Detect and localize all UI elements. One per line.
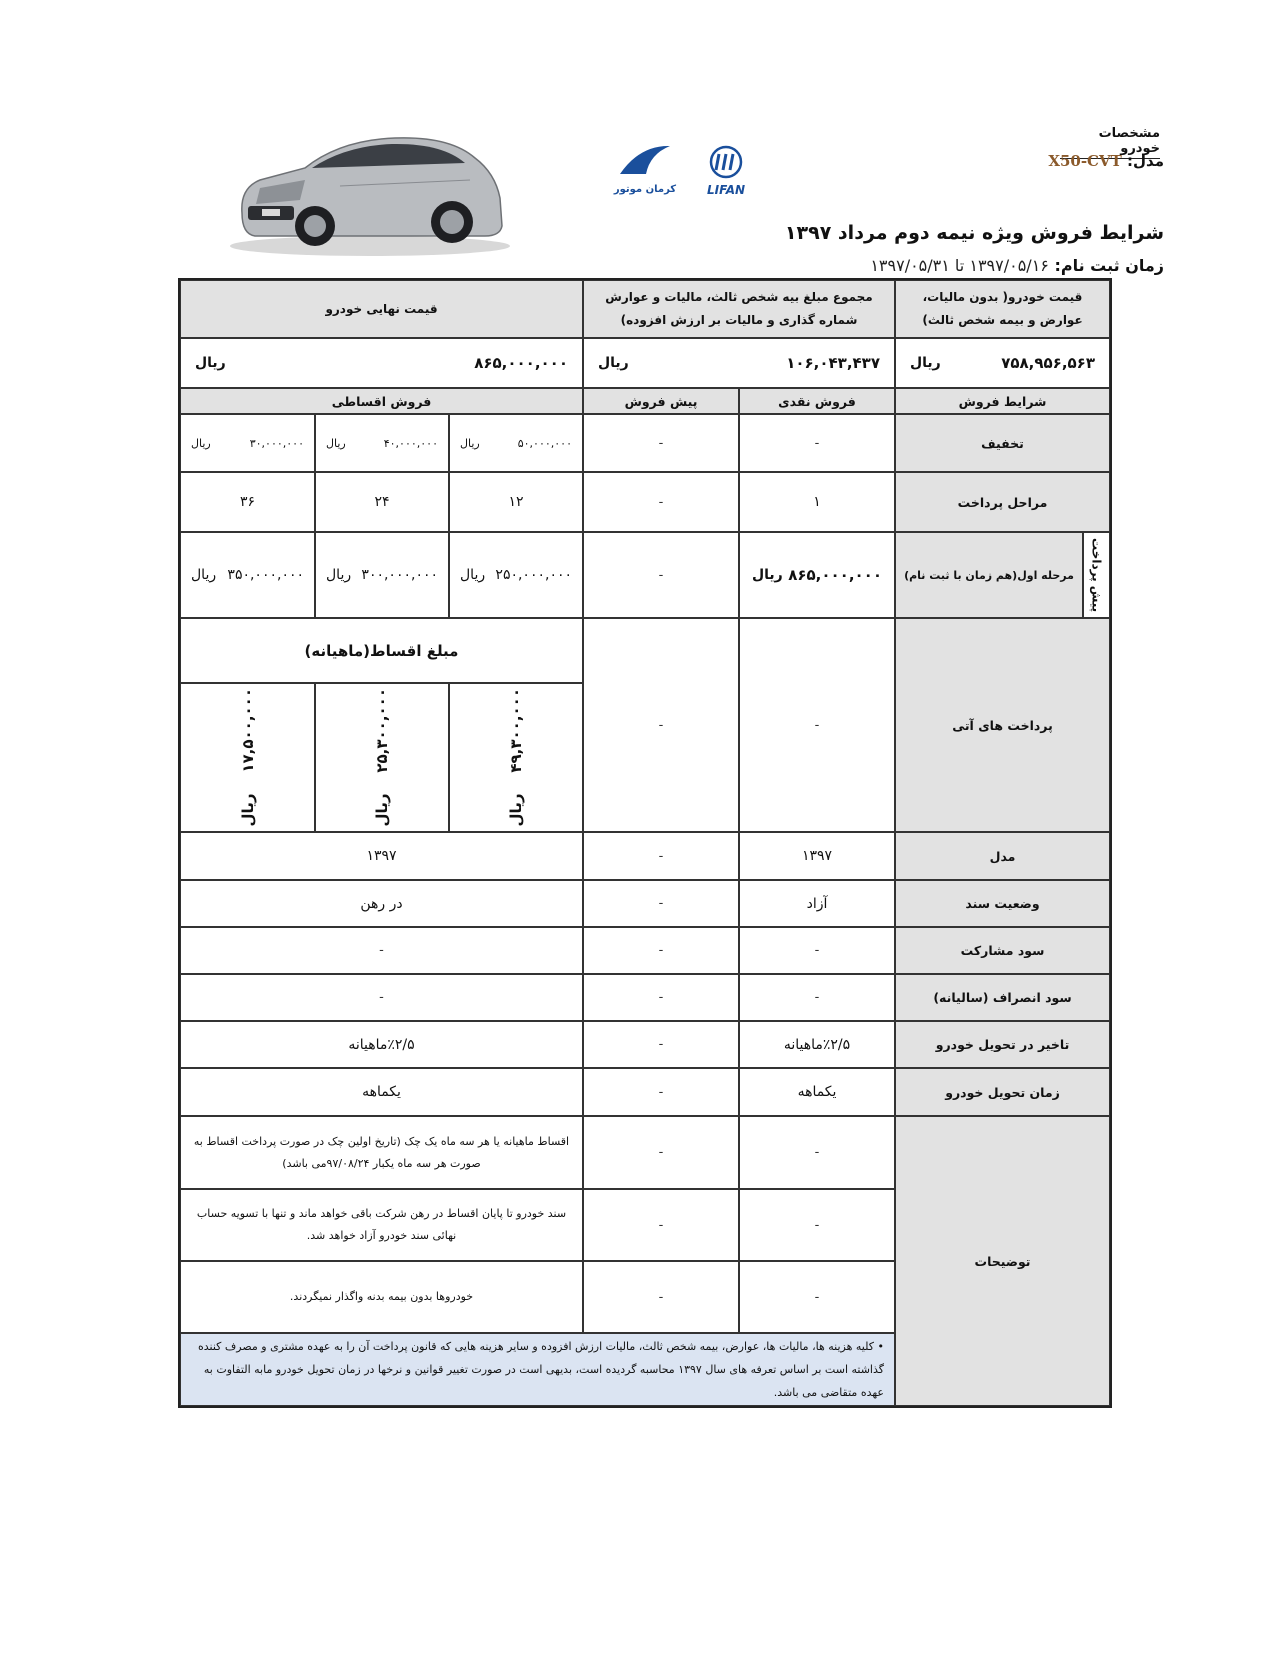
note1-presale: - <box>583 1116 739 1189</box>
monthly-12 <box>449 683 583 832</box>
delivery-installment: یکماهه <box>180 1068 583 1116</box>
delivery-presale: - <box>583 1068 739 1116</box>
note3-installment: خودروها بدون بیمه بدنه واگذار نمیگردند. <box>180 1261 583 1333</box>
note1-installment: اقساط ماهیانه یا هر سه ماه یک چک (تاریخ اولین چک در صورت پرداخت اقساط به صورت هر سه ماه یکبار ۹۷/۰۸/۲۴می باشد) <box>180 1116 583 1189</box>
monthly-24 <box>315 683 449 832</box>
future-payments-label: پرداخت های آتی <box>895 618 1110 832</box>
prepayment-24-currency: ریال <box>326 567 352 583</box>
monthly-24-text <box>373 688 391 826</box>
stages-label: مراحل پرداخت <box>895 472 1110 532</box>
sale-title: شرایط فروش ویژه نیمه دوم مرداد ۱۳۹۷ <box>784 222 1164 244</box>
header-conditions: شرایط فروش <box>895 388 1110 414</box>
stages-12: ۱۲ <box>449 472 583 532</box>
header-taxes: مجموع مبلغ بیه شخص ثالث، مالیات و عوارش شماره گذاری و مالیات بر ارزش افزوده) <box>583 280 895 338</box>
prepayment-12 <box>449 532 583 618</box>
final-price-currency: ریال <box>195 355 226 371</box>
taxes-value: ۱۰۶,۰۴۳,۴۳۷ <box>786 354 880 372</box>
final-price-cell <box>180 338 583 388</box>
base-price-value: ۷۵۸,۹۵۶,۵۶۳ <box>1001 354 1095 372</box>
final-price-value: ۸۶۵,۰۰۰,۰۰۰ <box>474 354 568 372</box>
prepayment-presale: - <box>583 532 739 618</box>
model-row-label: مدل <box>895 832 1110 880</box>
model-cash: ۱۳۹۷ <box>739 832 895 880</box>
participation-installment: - <box>180 927 583 974</box>
general-note: • کلیه هزینه ها، مالیات ها، عوارض، بیمه شخص ثالث، مالیات ارزش افزوده و سایر هزینه هایی که قانون پرداخت آن را به عهده مشتری و مصرف کننده گذاشته است بر اساس تعرفه های سال ۱۳۹۷ محاسبه گردیده است، بدیهی است در صورت تغییر قوانین و نرخها در زمان تحویل خودرو مابه التفاوت به عهده متقاضی می باشد. <box>180 1333 895 1406</box>
delay-presale: - <box>583 1021 739 1068</box>
participation-cash: - <box>739 927 895 974</box>
registration-period <box>870 256 1164 275</box>
prepayment-36-currency: ریال <box>191 567 217 583</box>
header-cash-sale: فروش نقدی <box>739 388 895 414</box>
delay-label: تاخیر در تحویل خودرو <box>895 1021 1110 1068</box>
discount-24-value: ۴۰,۰۰۰,۰۰۰ <box>383 436 438 450</box>
doc-status-presale: - <box>583 880 739 927</box>
notes-label: توضیحات <box>895 1116 1110 1406</box>
lifan-logo <box>700 145 752 200</box>
discount-cash: - <box>739 414 895 472</box>
cancellation-installment: - <box>180 974 583 1021</box>
stages-36: ۳۶ <box>180 472 315 532</box>
note2-presale: - <box>583 1189 739 1261</box>
note1-cash: - <box>739 1116 895 1189</box>
prepayment-label: مرحله اول(هم زمان با ثبت نام) <box>895 532 1083 618</box>
prepayment-cash-value: ۸۶۵,۰۰۰,۰۰۰ <box>788 566 882 584</box>
lifan-icon <box>700 145 752 179</box>
model-value: X50-CVT <box>1048 152 1122 170</box>
prepayment-cash-currency: ریال <box>752 567 783 583</box>
cancellation-presale: - <box>583 974 739 1021</box>
monthly-12-value: ۴۹,۳۰۰,۰۰۰ <box>507 688 525 773</box>
prepayment-12-currency: ریال <box>460 567 486 583</box>
model-installment: ۱۳۹۷ <box>180 832 583 880</box>
future-cash: - <box>739 618 895 832</box>
prepayment-36 <box>180 532 315 618</box>
prepayment-36-value: ۳۵۰,۰۰۰,۰۰۰ <box>227 567 304 583</box>
delivery-cash: یکماهه <box>739 1068 895 1116</box>
monthly-installment-title: مبلغ اقساط(ماهیانه) <box>180 618 583 683</box>
discount-12-value: ۵۰,۰۰۰,۰۰۰ <box>517 436 572 450</box>
delivery-label: زمان تحویل خودرو <box>895 1068 1110 1116</box>
prepayment-side-label: پیش پرداخت <box>1083 532 1110 618</box>
car-image <box>220 118 520 263</box>
kerman-motor-text: کرمان موتور <box>613 184 677 195</box>
discount-presale: - <box>583 414 739 472</box>
future-presale: - <box>583 618 739 832</box>
discount-36-currency: ریال <box>191 436 211 450</box>
discount-24 <box>315 414 449 472</box>
kerman-motor-icon <box>610 140 680 180</box>
discount-12 <box>449 414 583 472</box>
registration-dates: ۱۳۹۷/۰۵/۱۶ تا ۱۳۹۷/۰۵/۳۱ <box>870 256 1049 275</box>
discount-36 <box>180 414 315 472</box>
taxes-currency: ریال <box>598 355 629 371</box>
note2-cash: - <box>739 1189 895 1261</box>
monthly-24-currency: ریال <box>373 793 391 827</box>
discount-12-currency: ریال <box>460 436 480 450</box>
taxes-cell <box>583 338 895 388</box>
spec-title: مشخصات خودرو <box>1060 126 1160 159</box>
prepayment-cash <box>739 532 895 618</box>
base-price-currency: ریال <box>910 355 941 371</box>
delay-installment: ٪۲/۵ماهیانه <box>180 1021 583 1068</box>
kerman-motor-logo <box>610 140 680 200</box>
discount-24-currency: ریال <box>326 436 346 450</box>
base-price-cell <box>895 338 1110 388</box>
monthly-12-text <box>507 688 525 826</box>
doc-status-cash: آزاد <box>739 880 895 927</box>
delay-cash: ٪۲/۵ماهیانه <box>739 1021 895 1068</box>
prepayment-24-value: ۳۰۰,۰۰۰,۰۰۰ <box>361 567 438 583</box>
header-base-price: قیمت خودرو( بدون مالیات، عوارض و بیمه شخص ثالث) <box>895 280 1110 338</box>
monthly-36 <box>180 683 315 832</box>
cancellation-label: سود انصراف (سالیانه) <box>895 974 1110 1021</box>
monthly-36-value: ۱۷,۵۰۰,۰۰۰ <box>238 688 257 773</box>
discount-label: تخفیف <box>895 414 1110 472</box>
doc-status-label: وضعیت سند <box>895 880 1110 927</box>
header-final-price: قیمت نهایی خودرو <box>180 280 583 338</box>
stages-presale: - <box>583 472 739 532</box>
cancellation-cash: - <box>739 974 895 1021</box>
header-presale: پیش فروش <box>583 388 739 414</box>
monthly-12-currency: ریال <box>507 793 525 827</box>
header-installment-sale: فروش اقساطی <box>180 388 583 414</box>
prepayment-24 <box>315 532 449 618</box>
model-line <box>1048 152 1164 170</box>
stages-24: ۲۴ <box>315 472 449 532</box>
monthly-24-value: ۲۵,۳۰۰,۰۰۰ <box>373 688 391 773</box>
note3-presale: - <box>583 1261 739 1333</box>
model-label: مدل: <box>1127 152 1164 170</box>
doc-status-installment: در رهن <box>180 880 583 927</box>
registration-label: زمان ثبت نام: <box>1054 256 1164 275</box>
monthly-36-text <box>239 688 257 826</box>
stages-cash: ۱ <box>739 472 895 532</box>
prepayment-12-value: ۲۵۰,۰۰۰,۰۰۰ <box>495 567 572 583</box>
monthly-36-currency: ریال <box>238 793 257 827</box>
lifan-text: LIFAN <box>706 183 746 197</box>
discount-36-value: ۳۰,۰۰۰,۰۰۰ <box>249 436 304 450</box>
note3-cash: - <box>739 1261 895 1333</box>
participation-label: سود مشارکت <box>895 927 1110 974</box>
model-presale: - <box>583 832 739 880</box>
participation-presale: - <box>583 927 739 974</box>
note2-installment: سند خودرو تا پایان اقساط در رهن شرکت باقی خواهد ماند و تنها با تسویه حساب نهائی سند خودرو آزاد خواهد شد. <box>180 1189 583 1261</box>
